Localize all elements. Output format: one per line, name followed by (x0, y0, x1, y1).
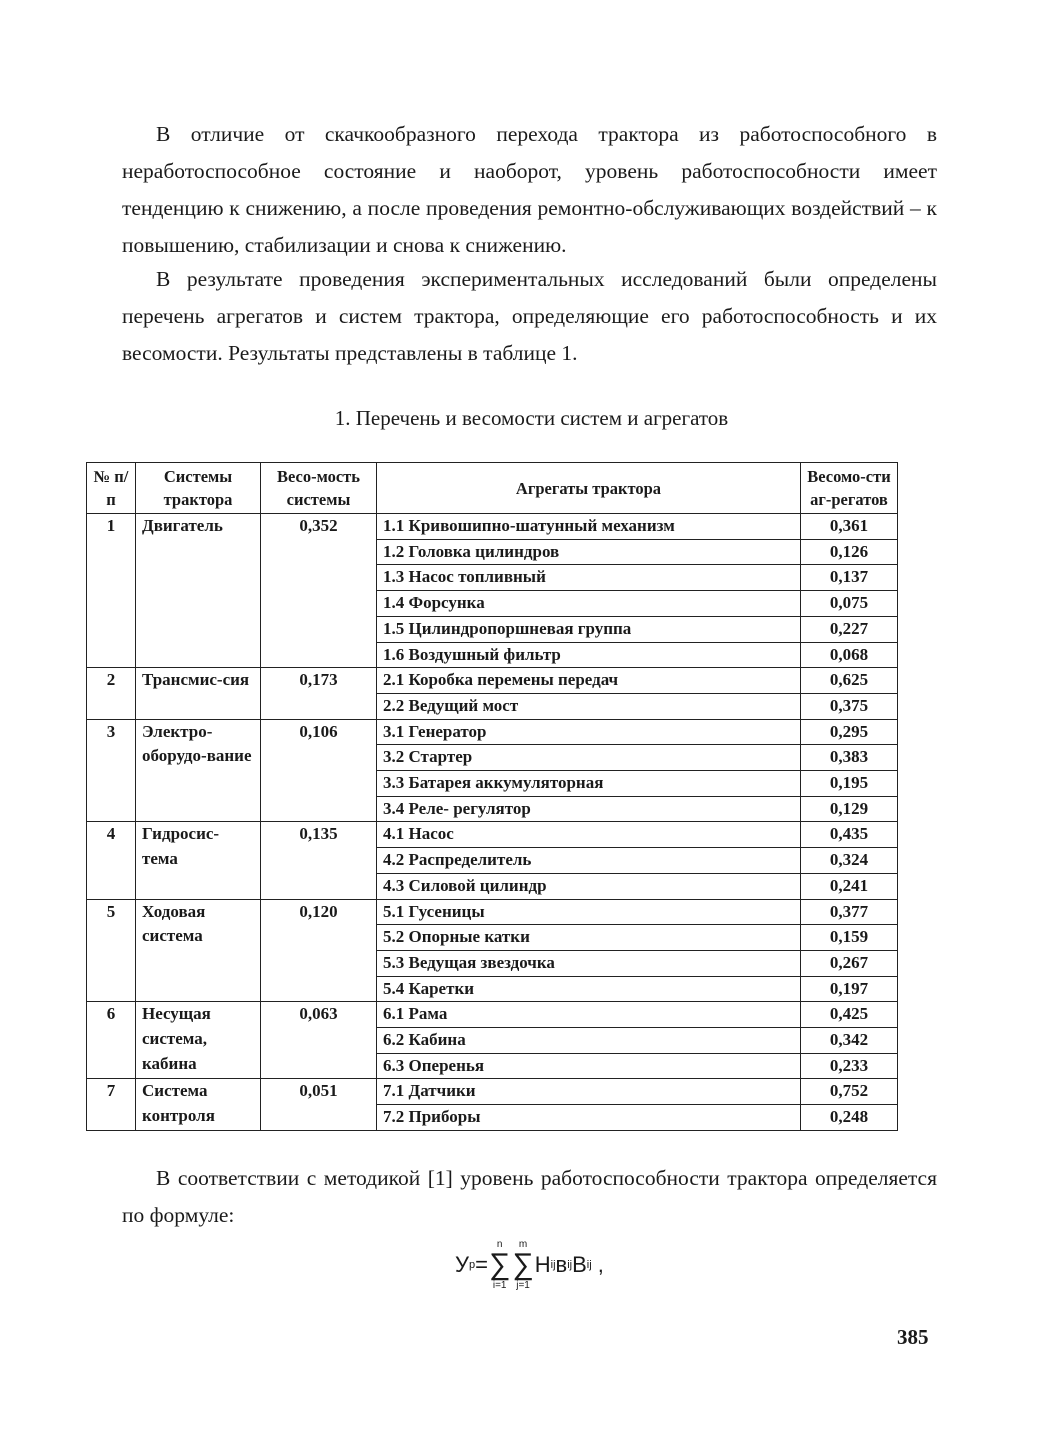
header-system: Системы трактора (136, 463, 261, 514)
cell-num: 5 (87, 899, 136, 1002)
formula-lhs: У (455, 1252, 469, 1277)
cell-system: Электро-оборудо-вание (136, 719, 261, 822)
cell-aggregate-weight: 0,129 (801, 796, 898, 822)
cell-aggregate-weight: 0,752 (801, 1079, 898, 1105)
table-body (87, 514, 898, 1131)
cell-aggregate-weight: 0,377 (801, 899, 898, 925)
cell-system-weight: 0,063 (261, 1002, 377, 1079)
page-number: 385 (897, 1325, 929, 1349)
cell-system-weight: 0,173 (261, 668, 377, 719)
cell-aggregate: 3.4 Реле- регулятор (377, 796, 801, 822)
cell-aggregate-weight: 0,126 (801, 539, 898, 565)
cell-aggregate-weight: 0,383 (801, 745, 898, 771)
table-row (87, 899, 898, 925)
paragraph-3: В соответствии с методикой [1] уровень работоспособности трактора определяется по формуле: (122, 1166, 937, 1227)
cell-aggregate: 4.1 Насос (377, 822, 801, 848)
table-caption: 1. Перечень и весомости систем и агрегатов (334, 406, 729, 430)
cell-aggregate-weight: 0,425 (801, 1002, 898, 1028)
cell-aggregate-weight: 0,241 (801, 873, 898, 899)
cell-num: 2 (87, 668, 136, 719)
formula-term-b: В (572, 1252, 587, 1277)
cell-aggregate: 5.3 Ведущая звездочка (377, 950, 801, 976)
formula-lhs-sub: р (468, 1259, 476, 1271)
cell-aggregate: 1.1 Кривошипно-шатунный механизм (377, 514, 801, 540)
sum-i-lower: i=1 (492, 1280, 507, 1291)
cell-aggregate: 5.2 Опорные катки (377, 925, 801, 951)
cell-aggregate: 2.2 Ведущий мост (377, 693, 801, 719)
cell-aggregate: 7.1 Датчики (377, 1079, 801, 1105)
sum-j-upper: m (518, 1239, 528, 1250)
cell-aggregate-weight: 0,267 (801, 950, 898, 976)
table-row (87, 514, 898, 540)
cell-aggregate-weight: 0,075 (801, 591, 898, 617)
cell-system: Трансмис-сия (136, 668, 261, 719)
sum-j-symbol (512, 1239, 533, 1291)
cell-num: 3 (87, 719, 136, 822)
cell-aggregate: 6.1 Рама (377, 1002, 801, 1028)
header-aggregate-weight: Весомо-сти аг-регатов (801, 463, 898, 514)
cell-aggregate-weight: 0,375 (801, 693, 898, 719)
cell-aggregate-weight: 0,625 (801, 668, 898, 694)
cell-aggregate-weight: 0,435 (801, 822, 898, 848)
table-row (87, 1002, 898, 1028)
sum-i-symbol (489, 1239, 510, 1291)
cell-aggregate: 3.2 Стартер (377, 745, 801, 771)
cell-aggregate: 1.2 Головка цилиндров (377, 539, 801, 565)
cell-system-weight: 0,135 (261, 822, 377, 899)
cell-aggregate-weight: 0,159 (801, 925, 898, 951)
cell-aggregate: 1.3 Насос топливный (377, 565, 801, 591)
cell-num: 7 (87, 1079, 136, 1130)
cell-aggregate-weight: 0,195 (801, 771, 898, 797)
table-row (87, 668, 898, 694)
cell-system: Гидросис-тема (136, 822, 261, 899)
cell-aggregate-weight: 0,068 (801, 642, 898, 668)
formula-sub-1: ij (550, 1259, 556, 1271)
cell-system: Ходовая система (136, 899, 261, 1002)
sum-j-lower: j=1 (516, 1280, 530, 1291)
cell-system-weight: 0,120 (261, 899, 377, 1002)
sigma-j: ∑ (512, 1248, 534, 1281)
formula-sub-3: ij (586, 1259, 592, 1271)
cell-system: Система контроля (136, 1079, 261, 1130)
cell-aggregate-weight: 0,361 (801, 514, 898, 540)
cell-aggregate-weight: 0,342 (801, 1028, 898, 1054)
systems-table (86, 462, 898, 1131)
formula-comma: , (597, 1252, 604, 1277)
cell-aggregate: 2.1 Коробка перемены передач (377, 668, 801, 694)
header-aggregates: Агрегаты трактора (377, 463, 801, 514)
cell-num: 4 (87, 822, 136, 899)
formula (455, 1236, 604, 1294)
cell-aggregate: 1.6 Воздушный фильтр (377, 642, 801, 668)
table-row (87, 719, 898, 745)
cell-aggregate: 6.2 Кабина (377, 1028, 801, 1054)
cell-system: Двигатель (136, 514, 261, 668)
cell-system-weight: 0,352 (261, 514, 377, 668)
cell-system-weight: 0,106 (261, 719, 377, 822)
header-num: № п/п (87, 463, 136, 514)
cell-aggregate-weight: 0,227 (801, 616, 898, 642)
formula-term-v: в (555, 1252, 568, 1277)
formula-equals: = (475, 1252, 488, 1277)
cell-aggregate: 4.2 Распределитель (377, 848, 801, 874)
cell-num: 6 (87, 1002, 136, 1079)
formula-term-h: Н (534, 1252, 551, 1277)
paragraph-1: В отличие от скачкообразного перехода трактора из работоспособного в неработоспособное состояние и наоборот, уровень работоспособности имеет тенденцию к снижению, а после проведения ремонтно-обслуживающих воздействий – к повышению, стабилизации и снова к снижению. (122, 122, 937, 257)
cell-aggregate-weight: 0,233 (801, 1053, 898, 1079)
header-system-weight: Весо-мость системы (261, 463, 377, 514)
cell-aggregate-weight: 0,248 (801, 1105, 898, 1131)
cell-aggregate: 5.4 Каретки (377, 976, 801, 1002)
table-row (87, 1079, 898, 1105)
cell-aggregate: 3.3 Батарея аккумуляторная (377, 771, 801, 797)
cell-aggregate: 5.1 Гусеницы (377, 899, 801, 925)
cell-num: 1 (87, 514, 136, 668)
table-header-row (87, 463, 898, 514)
cell-aggregate: 1.4 Форсунка (377, 591, 801, 617)
cell-aggregate: 7.2 Приборы (377, 1105, 801, 1131)
cell-system: Несущая система, кабина (136, 1002, 261, 1079)
cell-aggregate-weight: 0,197 (801, 976, 898, 1002)
cell-aggregate: 3.1 Генератор (377, 719, 801, 745)
cell-aggregate: 6.3 Оперенья (377, 1053, 801, 1079)
cell-system-weight: 0,051 (261, 1079, 377, 1130)
formula-sub-2: ij (567, 1259, 573, 1271)
cell-aggregate: 4.3 Силовой цилиндр (377, 873, 801, 899)
cell-aggregate-weight: 0,137 (801, 565, 898, 591)
cell-aggregate: 1.5 Цилиндропоршневая группа (377, 616, 801, 642)
sum-i-upper: n (496, 1239, 503, 1250)
sigma-i: ∑ (488, 1248, 511, 1281)
cell-aggregate-weight: 0,324 (801, 848, 898, 874)
table-row (87, 822, 898, 848)
paragraph-2: В результате проведения экспериментальных исследований были определены перечень агрегатов и систем трактора, определяющие его работоспособность и их весомости. Результаты представлены в таблице 1. (122, 267, 937, 365)
cell-aggregate-weight: 0,295 (801, 719, 898, 745)
